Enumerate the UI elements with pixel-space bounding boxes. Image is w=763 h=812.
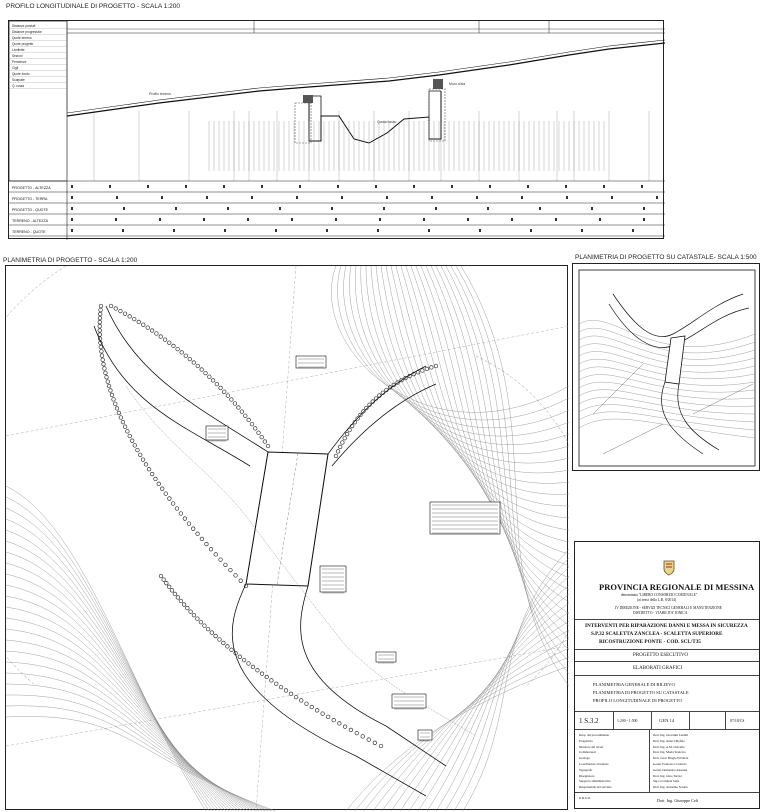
tb-phase [575, 650, 759, 662]
profile-annotation-terrain: Profilo terreno [149, 92, 171, 96]
profile-title: PROFILO LONGITUDINALE DI PROGETTO - SCALA 1:200 [6, 3, 180, 10]
agency-sub: denominata "LIBERO CONSORZIO COMUNALE" [621, 593, 698, 597]
staff-name: Dott. Ing. Giovanni Lentini [653, 733, 688, 737]
staff-role: Collaboratori [579, 750, 596, 755]
staff-role: Supporto amministrativo [579, 779, 611, 784]
tb-section [575, 662, 759, 676]
tb-signature [575, 792, 759, 811]
staff-name: Geom. Francesco Cuzzola [653, 762, 687, 766]
profile-drawing [9, 21, 665, 240]
staff-role: Geologo [579, 756, 590, 761]
agency-sub2: (ai sensi della L.R. 8/2014) [637, 598, 677, 602]
staff-name: Dott. Ing. A.M. Oravello [653, 744, 685, 749]
staff-role: Topografo [579, 767, 593, 772]
department2: DISTRETTO - VIABILITA' IONICA [633, 611, 688, 615]
title-block [574, 541, 760, 809]
tb-codes [575, 712, 759, 730]
plan-title: PLANIMETRIA DI PROGETTO - SCALA 1:200 [3, 257, 138, 264]
profile-table-label: PROGETTO - ALTEZZA [12, 186, 51, 190]
staff-name: Dott. Ing. Anna Chiofalo [653, 738, 685, 743]
profile-row-label: Sezioni [12, 54, 23, 58]
cadastral-title: PLANIMETRIA DI PROGETTO SU CATASTALE- SCALA 1:500 [575, 254, 757, 261]
profile-row-label: Quote terreno [12, 36, 32, 40]
staff-role: Direttore dei lavori [579, 744, 604, 749]
staff-role: Responsabile del servizio [579, 785, 612, 790]
coat-of-arms-logo [663, 560, 675, 576]
profile-row-label: Quote fondo [12, 72, 30, 76]
profile-row-label: Scarpate [12, 78, 25, 82]
profile-row-label: Pendenze [12, 60, 27, 64]
profile-row-label: Livellette [12, 48, 25, 52]
staff-role: Progettista [579, 738, 593, 743]
drawing-desc-1: PLANIMETRIA GENERALE DI RILIEVO [593, 682, 675, 687]
drawing-desc-2: PLANIMETRIA DI PROGETTO SU CATASTALE [593, 690, 689, 695]
profile-frame [8, 20, 664, 239]
profile-annotation-bottom: Quota fondo [377, 120, 397, 124]
drawing-scale: 1:200 - 1:500 [617, 719, 638, 723]
project-line3: RICOSTRUZIONE PONTE - COD. SCL/T35 [599, 639, 701, 645]
agency-name: PROVINCIA REGIONALE DI MESSINA [599, 582, 755, 592]
section: ELABORATI GRAFICI [633, 666, 683, 671]
tb-project [575, 620, 759, 650]
tb-staff [575, 730, 759, 792]
staff-name: Dott. Ing. Gino Torrisi [653, 773, 682, 778]
profile-row-label: Cigli [12, 66, 19, 70]
profile-table-label: PROGETTO - TERRA [12, 197, 48, 201]
tb-header [575, 542, 759, 620]
profile-table-label: TERRENO - ALTEZZA [12, 219, 49, 223]
profile-row-label: Quote progetto [12, 42, 34, 46]
staff-role: Coordinatore sicurezza [579, 762, 609, 766]
staff-role: Disegnatore [579, 773, 595, 778]
staff-name: Dott. Ing. Antonino Sciotto [653, 785, 688, 790]
drawing-date: GEN 14 [659, 718, 675, 723]
staff-name: Dott. Ing. Maria Stancara [653, 750, 686, 755]
department: IV DIREZIONE - SERVIZI TECNICI GENERALI E MANUTENZIONE [615, 606, 722, 610]
signature-label: Il R.U.P. [579, 796, 591, 800]
plan-frame [5, 265, 568, 810]
phase: PROGETTO ESECUTIVO [633, 653, 689, 658]
profile-table-label: PROGETTO - QUOTE [12, 208, 49, 212]
drawing-code: 1 S.3.2 [579, 717, 599, 725]
cadastral-frame [572, 263, 760, 471]
plan-drawing [6, 266, 569, 811]
profile-row-label: Q. rossa [12, 84, 25, 88]
drawing-desc-3: PROFILO LONGITUDINALE DI PROGETTO [593, 698, 682, 703]
project-line1: INTERVENTI PER RIPARAZIONE DANNI E MESSA IN SICUREZZA [585, 623, 748, 629]
drawing-file: 07/18/CS [730, 719, 745, 723]
signature-name: Dott. Ing. Giuseppe Celi [657, 798, 699, 803]
staff-name: Dott. Geol. Biagio Privitera [653, 756, 689, 761]
profile-table-label: TERRENO - QUOTE [12, 230, 46, 234]
staff-name: Sig.ra Carmela Saija [653, 779, 680, 784]
profile-row-label: Distanze progressive [12, 30, 42, 34]
tb-drawing [575, 676, 759, 712]
project-line2: S.P.32 SCALETTA ZANCLEA - SCALETTA SUPERIORE [591, 631, 723, 637]
staff-role: Resp. del procedimento [579, 733, 610, 737]
staff-name: Geom. Domenico Anastasi [653, 767, 688, 772]
profile-annotation-wall: Muro d'ala [449, 82, 466, 86]
cadastral-drawing [573, 264, 761, 472]
profile-row-label: Distanze parziali [12, 24, 36, 28]
